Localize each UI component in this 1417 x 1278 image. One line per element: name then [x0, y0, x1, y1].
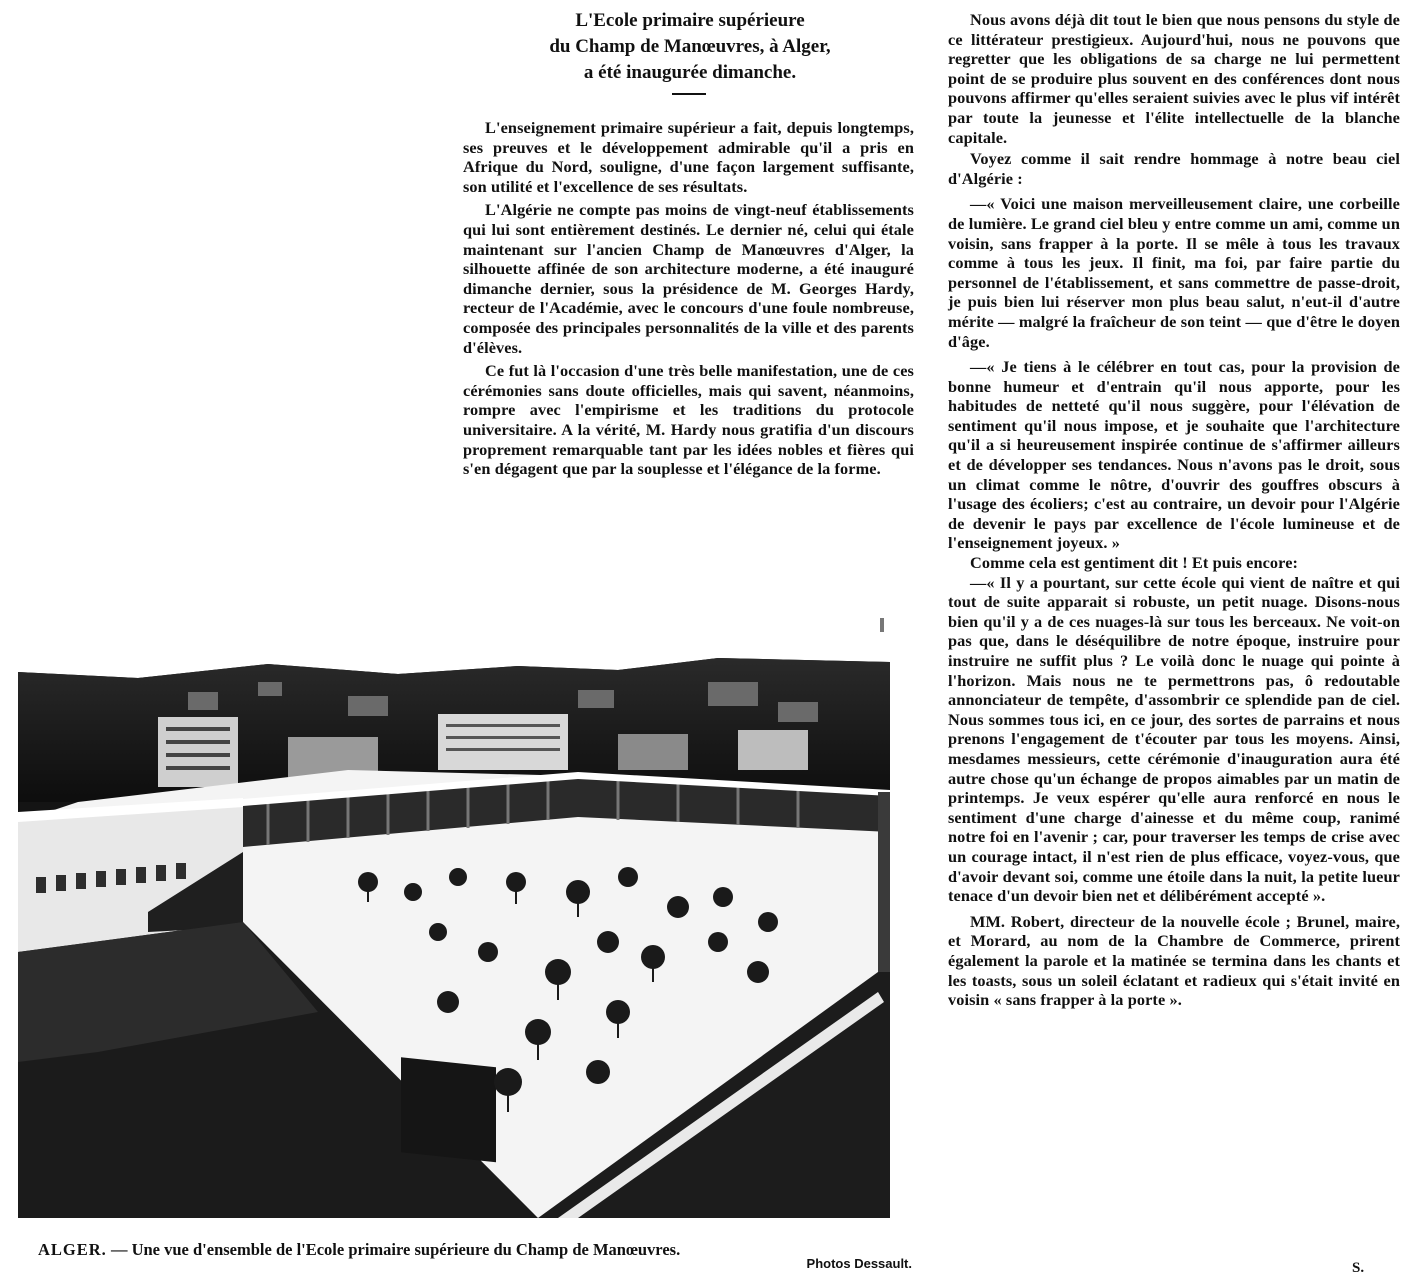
caption-place: ALGER. [38, 1240, 107, 1259]
headline-line-2: du Champ de Manœuvres, à Alger, [549, 36, 831, 57]
quote-paragraph: —« Il y a pourtant, sur cette école qui vient de naître et qui tout de suite apparait si robuste, un petit nuage. Disons-nous bien qu'il y a de ces nuages-là sur tous les berceaux. Ne voit-on pas que, dans le déséquilibre de notre époque, instruire pour instruire ne suffit plus ? Le voilà donc le nuage qui pointe à l'horizon. Mais nous ne te permettrons pas, ô redoutable annonciateur de tempête, d'assombrir ce splendide pan de ciel. Nous sommes tous ici, en ce jour, des sortes de parrains et nous prenons l'engagement de t'écouter par tous les moyens. Ainsi, mesdames messieurs, cette cérémonie d'inauguration aura été autre chose qu'un échange de propos aimables par un matin de printemps. Je veux espérer qu'elle aura renforcé en nous le sentiment d'une charge d'ainesse et du même coup, ranimé notre foi en l'avenir ; car, pour traverser les temps de crise avec un courage intact, il n'est rien de plus efficace, voyez-vous, que d'avoir devant soi, comme une étoile dans la nuit, la petite lueur tenace d'un devoir bien net et délibérément accepté ». [948, 572, 1400, 906]
headline-line-3: a été inaugurée dimanche. [583, 62, 797, 83]
quote-paragraph: —« Voici une maison merveilleusement claire, une corbeille de lumière. Le grand ciel bleu y entre comme un ami, comme un voisin, sans frapper à la porte. Il se mêle à tous les travaux comme à tous les jeux. Il finit, ma foi, par faire partie du personnel de l'établissement, et sans commettre de passe-droit, je puis bien lui réserver mon plus beau salut, n'eut-il d'autre mérite — malgré la fraîcheur de son teint — que d'être le doyen d'âge. [948, 194, 1400, 351]
article-paragraph: MM. Robert, directeur de la nouvelle école ; Brunel, maire, et Morard, au nom de la Chambre de Commerce, prirent également la parole et la matinée se termina dans les chants et les toasts, sous un soleil éclatant et radieux qui s'était invité en voisin « sans frapper à la porte ». [948, 911, 1400, 1010]
article-paragraph: Comme cela est gentiment dit ! Et puis encore: [970, 553, 1299, 573]
school-photograph-image [18, 652, 890, 1218]
caption-text: — Une vue d'ensemble de l'Ecole primaire supérieure du Champ de Manœuvres. [106, 1240, 681, 1259]
article-signature: S. [1352, 1260, 1365, 1276]
article-paragraph: Voyez comme il sait rendre hommage à notre beau ciel d'Algérie : [948, 149, 1400, 188]
article-paragraph: Ce fut là l'occasion d'une très belle manifestation, une de ces cérémonies sans doute officielles, mais qui savent, néanmoins, rompre avec l'empirisme et les traditions du protocole universitaire. A la vérité, M. Hardy nous gratifia d'un discours proprement remarquable tant par les idées nobles et fières qui s'en dégagent que par la souplesse et l'élégance de la forme. [463, 361, 914, 479]
school-photograph [18, 652, 890, 1218]
print-mark [880, 618, 884, 632]
headline-line-1: L'Ecole primaire supérieure [575, 10, 805, 31]
photo-credit: Photos Dessault. [806, 1256, 912, 1271]
article-headline [480, 8, 900, 86]
quote-paragraph: —« Je tiens à le célébrer en tout cas, pour la provision de bonne humeur et d'entrain qu'il nous apporte, pour les habitudes de netteté qu'il nous suggère, pour l'élévation de sentiment qu'il nous impose, et je souhaite que l'architecture qu'il a si heureusement inspirée continue de s'affirmer ailleurs et de développer ses tendances. Nous n'avons pas le droit, sous un climat comme le nôtre, d'ouvrir des gouffres obscurs à l'usage des écoliers; c'est au contraire, un devoir pour l'Algérie de devenir le pays par excellence de l'école lumineuse et de l'enseignement joyeux. » [948, 357, 1400, 553]
article-column-right [948, 10, 1400, 1010]
article-paragraph: Nous avons déjà dit tout le bien que nous pensons du style de ce littérateur prestigieux. Aujourd'hui, nous ne pouvons que regretter que les obligations de sa charge ne lui permettent point de se produire plus souvent en des conférences dont nous pouvons affirmer qu'elles seraient suivies avec le plus vif intérêt par toute la jeunesse et l'élite intellectuelle de la blanche capitale. [948, 10, 1400, 147]
article-paragraph: L'Algérie ne compte pas moins de vingt-neuf établissements qui lui sont entièrement destinés. Le dernier né, celui qui étale maintenant sur l'ancien Champ de Manœuvres d'Alger, la silhouette affinée de son architecture moderne, a été inauguré dimanche dernier, sous la présidence de M. Georges Hardy, recteur de l'Académie, avec le concours d'une foule nombreuse, composée des principales personnalités de la ville et des parents d'élèves. [463, 200, 914, 357]
article-column-middle [463, 118, 914, 479]
article-paragraph: L'enseignement primaire supérieur a fait, depuis longtemps, ses preuves et le développement admirable qu'il a pris en Afrique du Nord, souligne, d'une façon largement suffisante, son utilité et l'excellence de ses résultats. [463, 118, 914, 196]
headline-rule [672, 93, 706, 95]
